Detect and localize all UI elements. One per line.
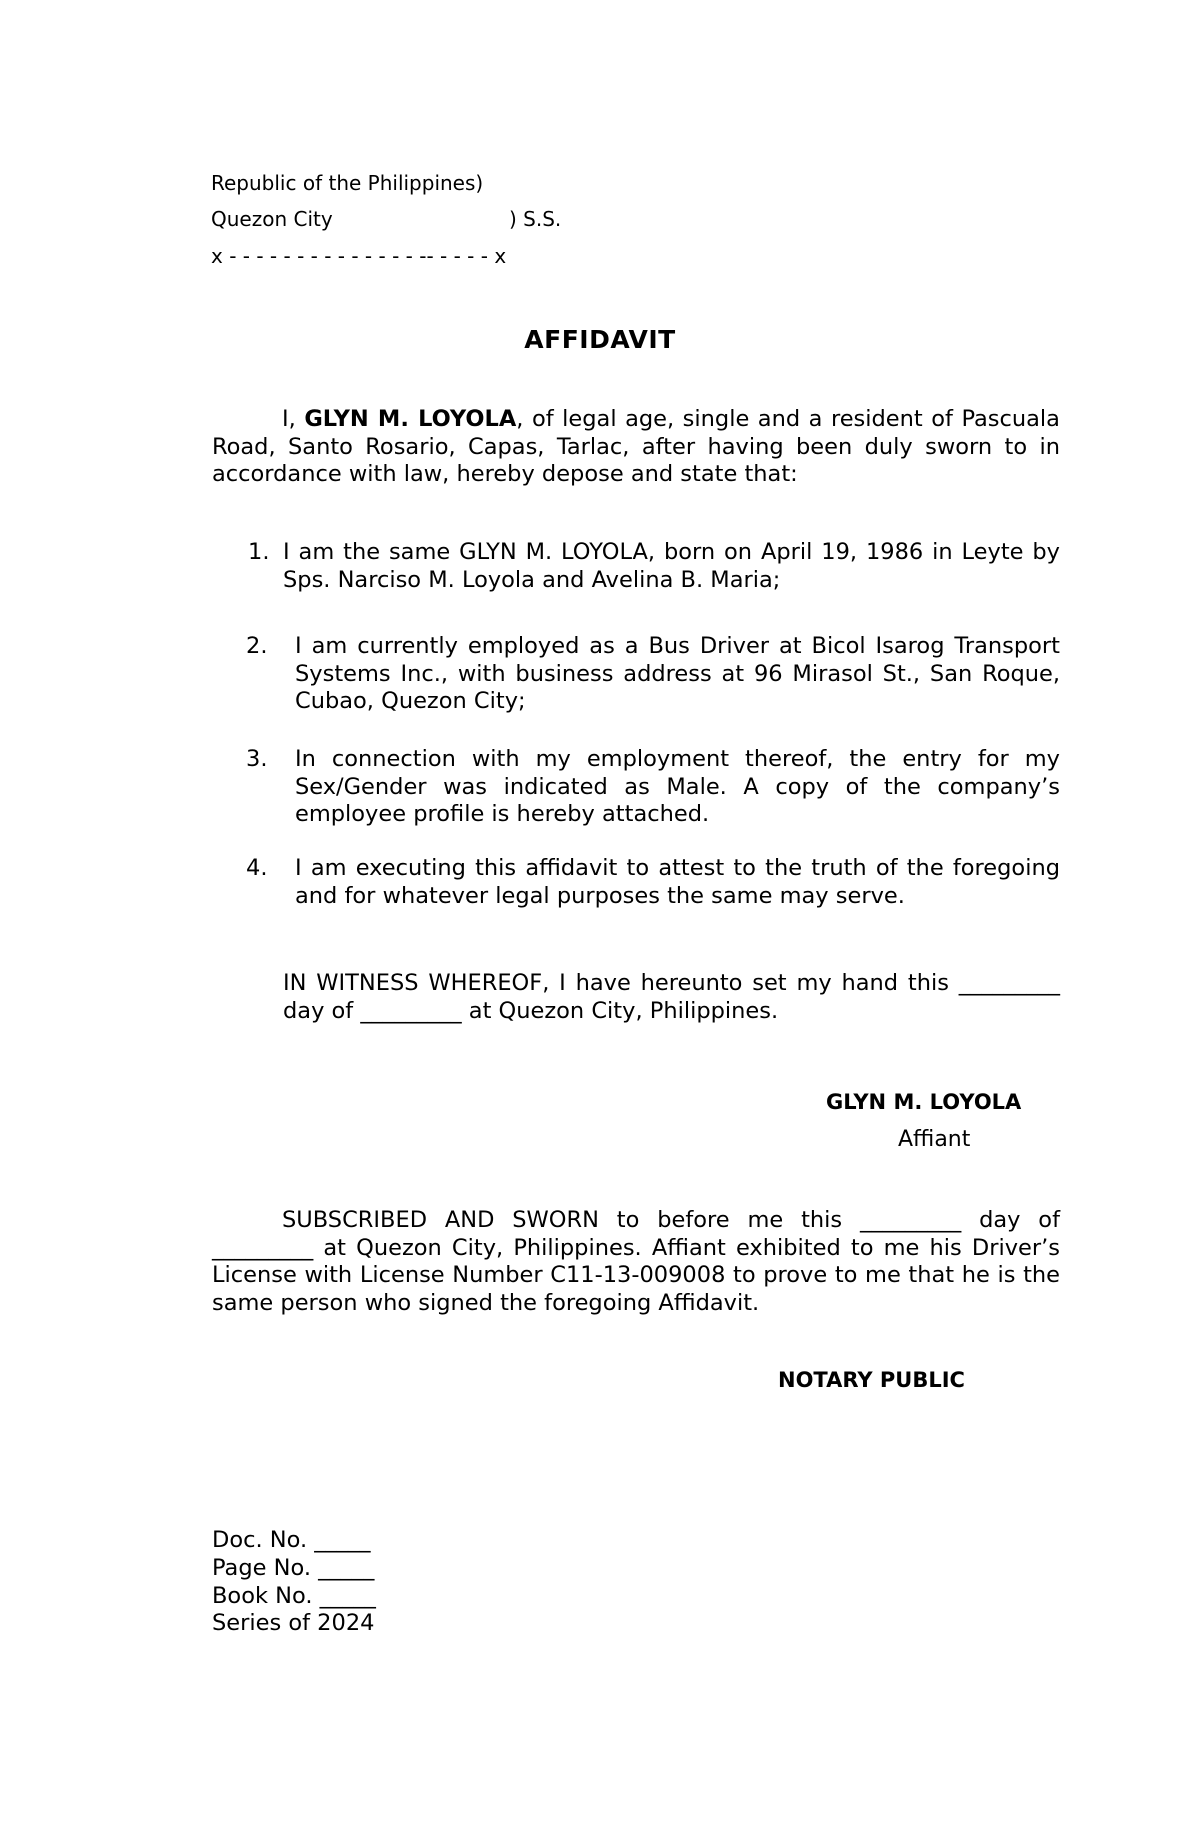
witness-clause: IN WITNESS WHEREOF, I have hereunto set my hand this _________ day of _________ at Quezon City, Philippines. xyxy=(283,970,1060,1024)
statement-text: I am the same GLYN M. LOYOLA, born on April 19, 1986 in Leyte by Sps. Narciso M. Loyola and Avelina B. Maria; xyxy=(283,539,1060,593)
series-year: Series of 2024 xyxy=(212,1610,375,1636)
venue-republic: Republic of the Philippines) xyxy=(211,171,484,195)
statement-text: I am currently employed as a Bus Driver at Bicol Isarog Transport Systems Inc., with business address at 96 Mirasol St., San Roque, Cubao, Quezon City; xyxy=(295,633,1060,714)
intro-rest: , of legal age, single and a resident of Pascuala Road, Santo Rosario, Capas, Tarlac, after having been duly sworn to in accordance with law, hereby depose and state that: xyxy=(212,406,1060,487)
venue-ss: ) S.S. xyxy=(509,207,562,231)
statement-number: 3. xyxy=(246,746,268,772)
venue-city: Quezon City xyxy=(211,207,333,231)
venue-divider: x - - - - - - - - - - - - - - -- - - - - x xyxy=(211,244,507,268)
intro-prefix: I, xyxy=(282,406,305,432)
jurat-paragraph: SUBSCRIBED AND SWORN to before me this _________ day of _________ at Quezon City, Philippines. Affiant exhibited to me his Driver’s License with License Number C11-13-009008 to prove to me that he is the same person who signed the foregoing Affidavit. xyxy=(212,1207,1060,1316)
book-number: Book No. _____ xyxy=(212,1583,376,1609)
statement-number: 2. xyxy=(246,633,268,659)
doc-number: Doc. No. _____ xyxy=(212,1527,371,1553)
statement-number: 4. xyxy=(246,855,268,881)
signatory-name: GLYN M. LOYOLA xyxy=(826,1090,1022,1114)
notary-public-label: NOTARY PUBLIC xyxy=(778,1368,965,1392)
affiant-name: GLYN M. LOYOLA xyxy=(304,406,517,432)
page-number: Page No. _____ xyxy=(212,1555,375,1581)
document-title: AFFIDAVIT xyxy=(524,325,676,354)
statement-text: I am executing this affidavit to attest to the truth of the foregoing and for whatever legal purposes the same may serve. xyxy=(295,855,1060,909)
statement-text: In connection with my employment thereof, the entry for my Sex/Gender was indicated as Male. A copy of the company’s employee profile is hereby attached. xyxy=(295,746,1060,827)
intro-paragraph xyxy=(212,406,1060,489)
statement-number: 1. xyxy=(248,539,270,565)
signatory-role: Affiant xyxy=(898,1127,971,1152)
